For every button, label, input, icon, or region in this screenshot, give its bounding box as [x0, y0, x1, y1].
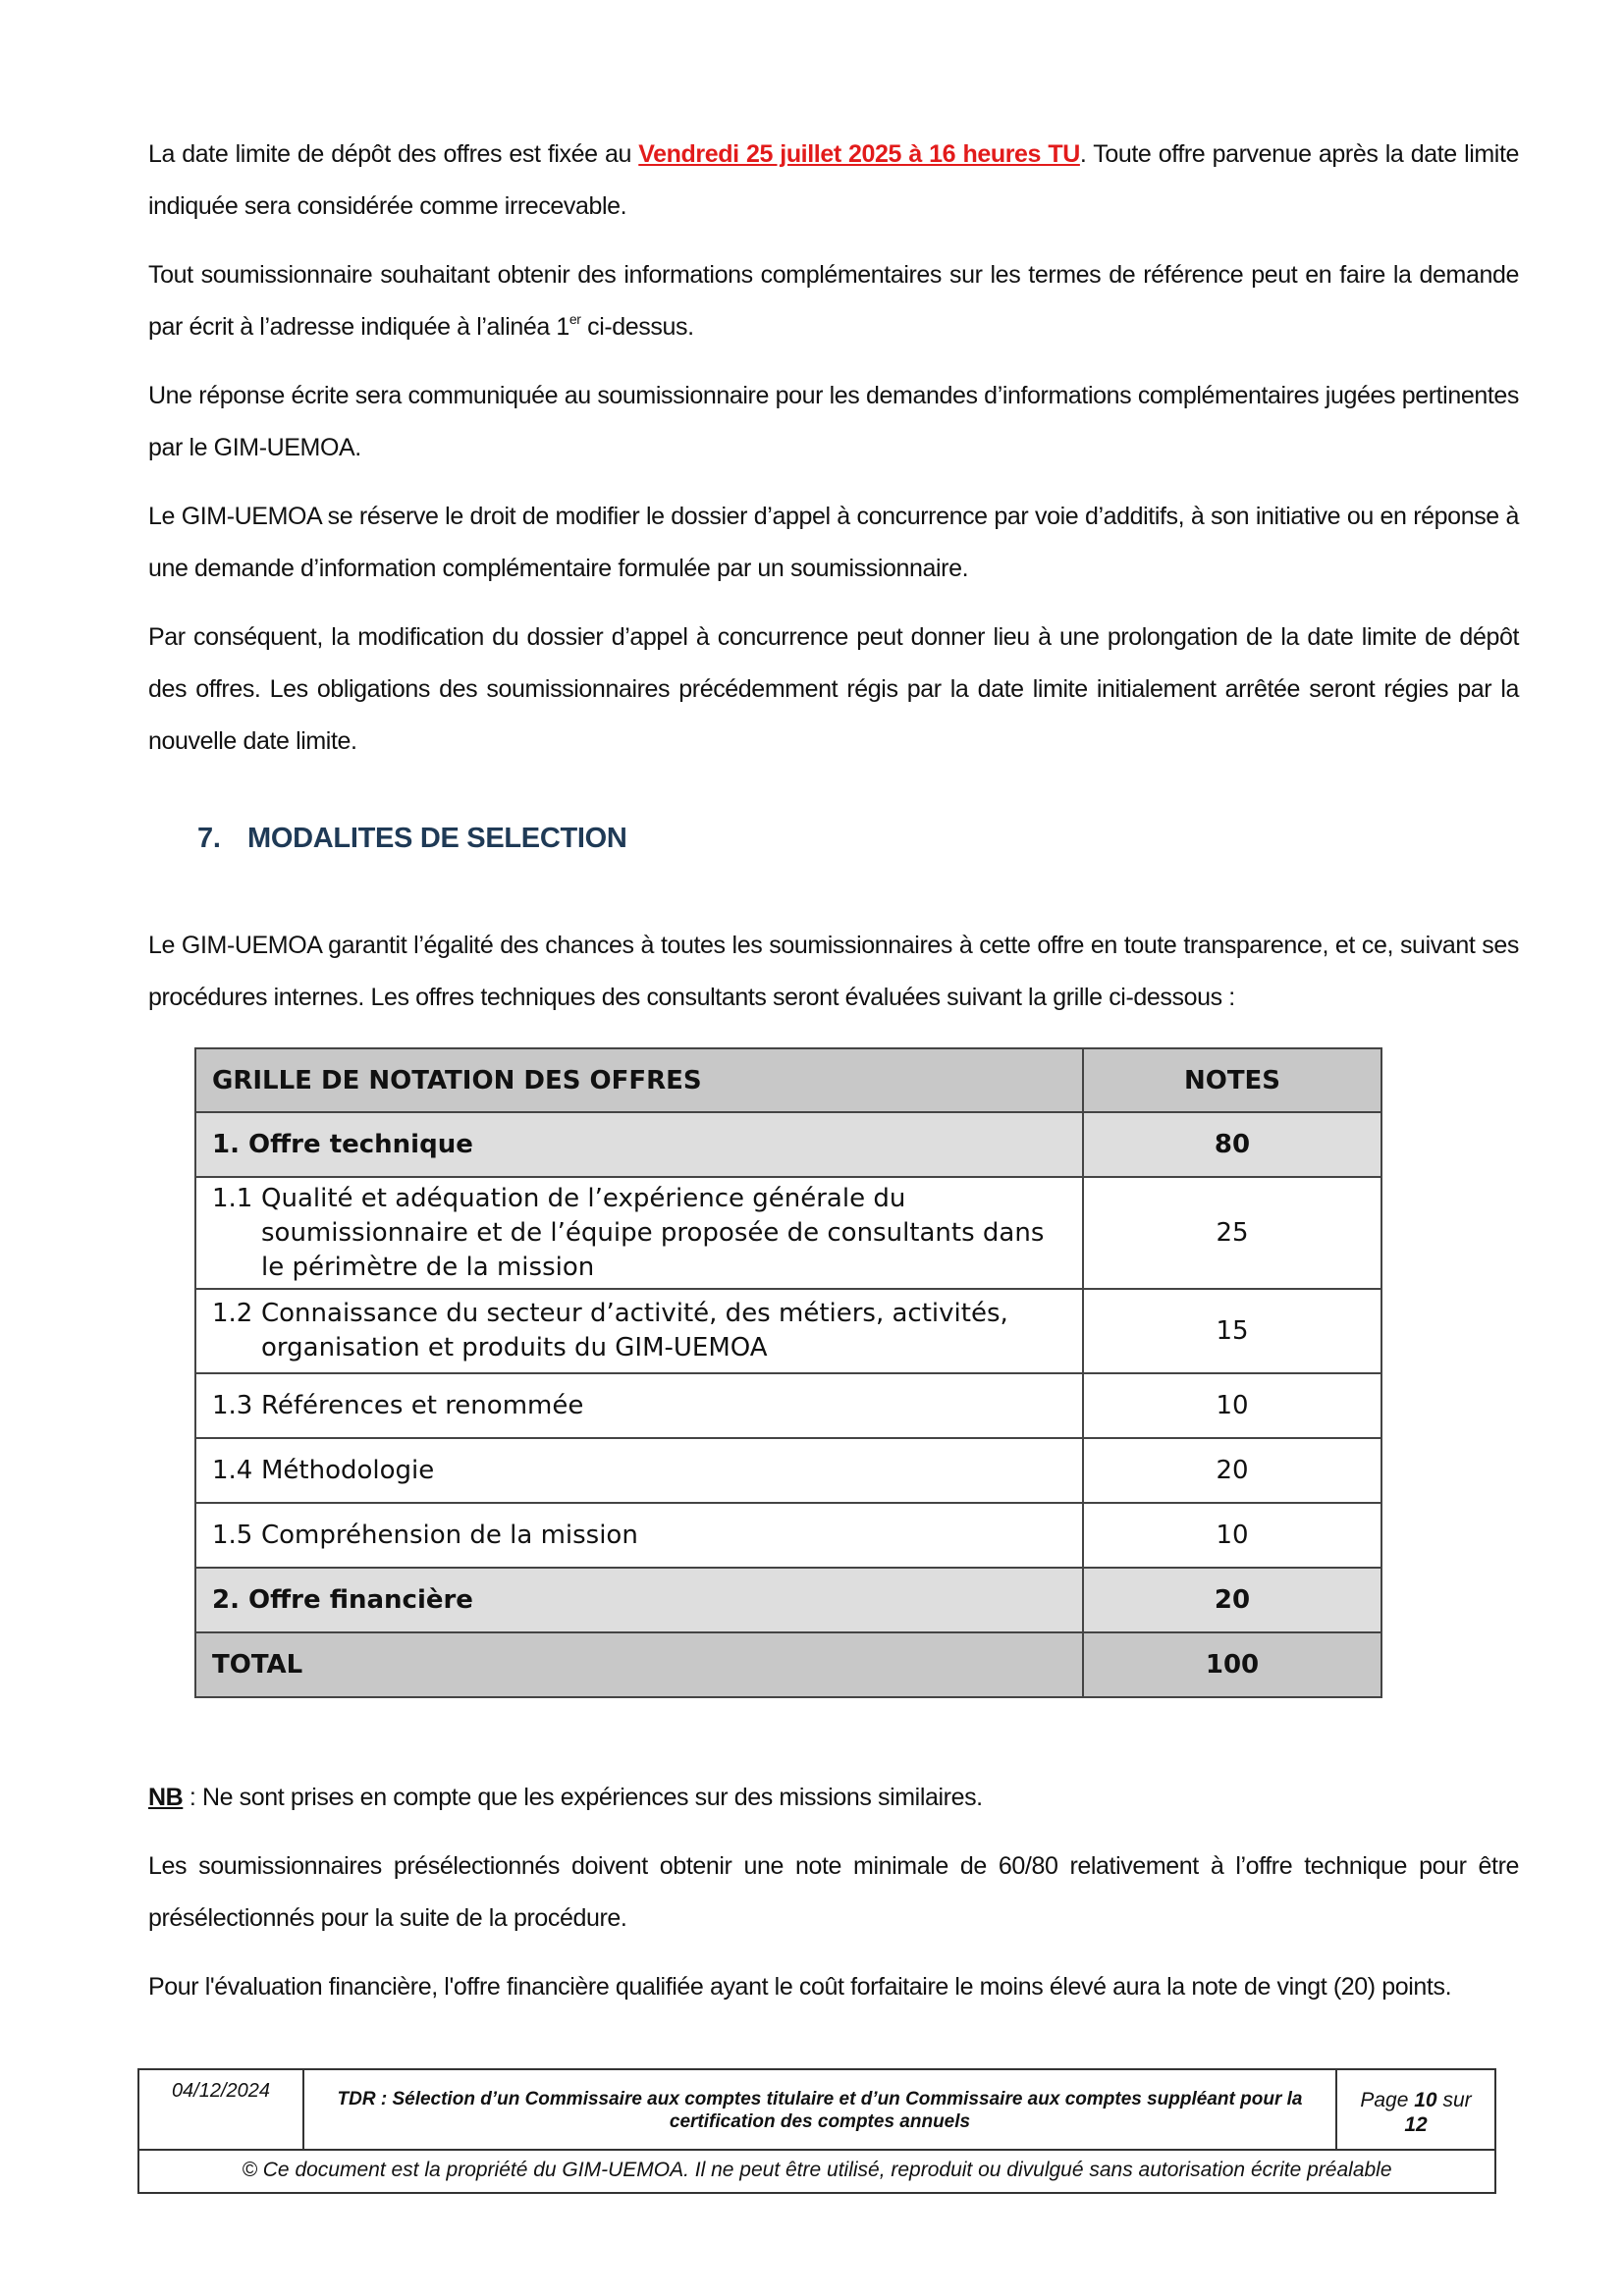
scoring-grid-table	[194, 1047, 1382, 1698]
header-label-cell: GRILLE DE NOTATION DES OFFRES	[195, 1048, 1083, 1112]
table-header-row	[195, 1048, 1381, 1112]
total-label: TOTAL	[195, 1632, 1083, 1697]
minimum-score-paragraph: Les soumissionnaires présélectionnés doivent obtenir une note minimale de 60/80 relativement à l’offre technique pour être présélectionnés pour la suite de la procédure.	[148, 1852, 1519, 1932]
extension-paragraph: Par conséquent, la modification du dossier d’appel à concurrence peut donner lieu à une prolongation de la date limite de dépôt des offres. Les obligations des soumissionnaires précédemment régis par la date limite initialement arrêtée seront régies par la nouvelle date limite.	[148, 623, 1519, 755]
criterion-label: Connaissance du secteur d’activité, des métiers, activités, organisation et produits du GIM-UEMOA	[261, 1299, 1008, 1362]
criterion-score: 25	[1083, 1177, 1381, 1289]
section-intro	[148, 920, 1519, 1024]
financial-evaluation-paragraph: Pour l'évaluation financière, l'offre financière qualifiée ayant le coût forfaitaire le moins élevé aura la note de vingt (20) points.	[148, 1973, 1452, 2001]
table-row	[195, 1289, 1381, 1373]
criterion-label: Méthodologie	[261, 1455, 435, 1485]
footer-copyright: © Ce document est la propriété du GIM-UEMOA. Il ne peut être utilisé, reproduit ou divulgué sans autorisation écrite préalable	[242, 2159, 1392, 2181]
financial-offer-label: 2. Offre financière	[195, 1568, 1083, 1632]
header-notes-cell: NOTES	[1083, 1048, 1381, 1112]
deadline-paragraph: La date limite de dépôt des offres est fixée au Vendredi 25 juillet 2025 à 16 heures TU. Toute offre parvenue après la date limite indiquée sera considérée comme irrecevable.	[148, 140, 1520, 220]
page-number: Page 10 sur 12	[1360, 2089, 1472, 2136]
modification-paragraph: Le GIM-UEMOA se réserve le droit de modifier le dossier d’appel à concurrence par voie d’additifs, à son initiative ou en réponse à une demande d’information complémentaire formulée par un soumissionnaire.	[148, 503, 1519, 582]
criterion-number: 1.3	[212, 1390, 253, 1420]
technical-offer-label: 1. Offre technique	[195, 1112, 1083, 1177]
section-heading	[197, 823, 627, 855]
financial-offer-score: 20	[1083, 1568, 1381, 1632]
deadline-date: Vendredi 25 juillet 2025 à 16 heures TU	[638, 140, 1080, 168]
criterion-score: 15	[1083, 1289, 1381, 1373]
criterion-score: 10	[1083, 1373, 1381, 1438]
table-row	[195, 1177, 1381, 1289]
notes-section	[148, 1772, 1519, 2013]
page-footer	[137, 2068, 1496, 2194]
criterion-label: Références et renommée	[261, 1390, 584, 1420]
criterion-number: 1.5	[212, 1520, 253, 1550]
selection-intro-paragraph: Le GIM-UEMOA garantit l’égalité des chances à toutes les soumissionnaires à cette offre en toute transparence, et ce, suivant ses procédures internes. Les offres techniques des consultants seront évaluées suivant la grille ci-dessous :	[148, 932, 1519, 1011]
info-request-paragraph: Tout soumissionnaire souhaitant obtenir des informations complémentaires sur les termes de référence peut en faire la demande par écrit à l’adresse indiquée à l’alinéa 1er ci-dessus.	[148, 261, 1519, 341]
table-row	[195, 1373, 1381, 1438]
footer-date: 04/12/2024	[139, 2070, 304, 2149]
footer-title: TDR : Sélection d’un Commissaire aux comptes titulaire et d’un Commissaire aux comptes suppléant pour la certification des comptes annuels	[304, 2070, 1337, 2149]
total-row	[195, 1632, 1381, 1697]
criterion-label: Compréhension de la mission	[261, 1520, 638, 1550]
criterion-score: 20	[1083, 1438, 1381, 1503]
section-number: 7.	[197, 823, 221, 854]
nb-paragraph: NB : Ne sont prises en compte que les expériences sur des missions similaires.	[148, 1784, 983, 1811]
nb-label: NB	[148, 1784, 184, 1811]
criterion-score: 10	[1083, 1503, 1381, 1568]
criterion-number: 1.4	[212, 1455, 253, 1485]
technical-offer-row	[195, 1112, 1381, 1177]
total-score: 100	[1083, 1632, 1381, 1697]
table-row	[195, 1503, 1381, 1568]
section-title: MODALITES DE SELECTION	[247, 823, 627, 854]
criterion-number: 1.1	[212, 1183, 253, 1213]
financial-offer-row	[195, 1568, 1381, 1632]
response-paragraph: Une réponse écrite sera communiquée au soumissionnaire pour les demandes d’informations complémentaires jugées pertinentes par le GIM-UEMOA.	[148, 382, 1519, 461]
criterion-label: Qualité et adéquation de l’expérience générale du soumissionnaire et de l’équipe proposée de consultants dans le périmètre de la mission	[261, 1183, 1045, 1282]
technical-offer-score: 80	[1083, 1112, 1381, 1177]
intro-section	[148, 129, 1519, 768]
table-row	[195, 1438, 1381, 1503]
criterion-number: 1.2	[212, 1299, 253, 1328]
